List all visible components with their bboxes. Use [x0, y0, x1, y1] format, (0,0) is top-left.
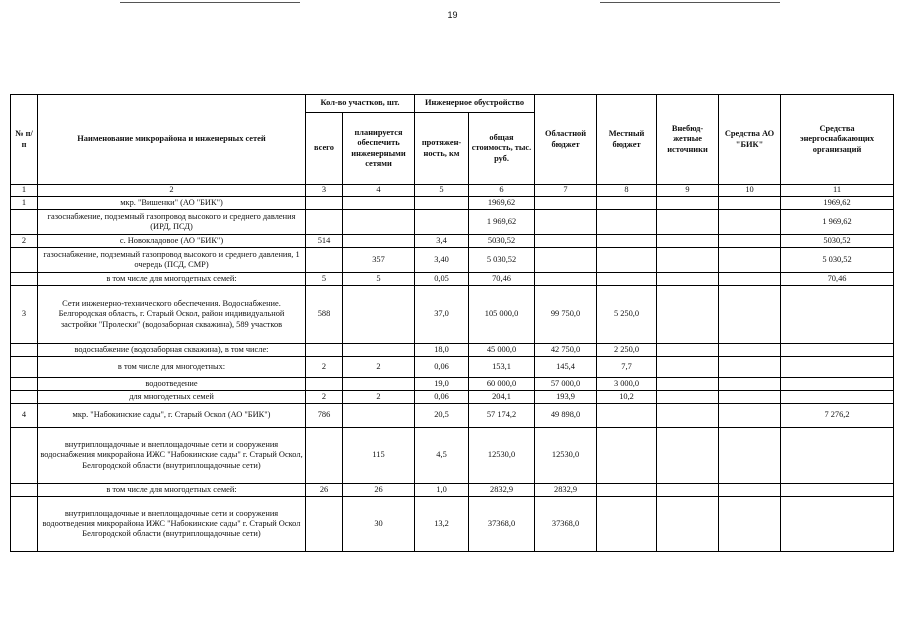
regional-budget — [535, 197, 597, 210]
plots-total — [306, 378, 343, 391]
column-number: 7 — [535, 185, 597, 197]
row-number — [11, 248, 38, 273]
table-row — [11, 357, 894, 378]
local-budget — [597, 210, 657, 235]
row-name: с. Новокладовое (АО "БИК") — [38, 235, 306, 248]
plots-planned: 357 — [343, 248, 415, 273]
energy-funds — [781, 286, 894, 344]
table-row — [11, 404, 894, 428]
header-col-local: Местный бюджет — [597, 95, 657, 185]
bik-funds — [719, 357, 781, 378]
column-number: 11 — [781, 185, 894, 197]
row-number: 1 — [11, 197, 38, 210]
energy-funds: 5 030,52 — [781, 248, 894, 273]
row-number — [11, 210, 38, 235]
network-length: 4,5 — [415, 428, 469, 484]
energy-funds — [781, 391, 894, 404]
regional-budget: 145,4 — [535, 357, 597, 378]
header-col-extra: Внебюд-жетные источники — [657, 95, 719, 185]
regional-budget: 37368,0 — [535, 497, 597, 552]
total-cost: 12530,0 — [469, 428, 535, 484]
column-number-row — [11, 185, 894, 197]
extra-budget — [657, 344, 719, 357]
total-cost: 37368,0 — [469, 497, 535, 552]
plots-total — [306, 344, 343, 357]
plots-total: 588 — [306, 286, 343, 344]
regional-budget — [535, 235, 597, 248]
network-length — [415, 197, 469, 210]
row-name: внутриплощадочные и внеплощадочные сети и сооружения водоснабжения микрорайона ИЖС "Набокинские сады" г. Старый Оскол, Белгородской области (внутриплощадочные сети) — [38, 428, 306, 484]
header-col-regional: Областной бюджет — [535, 95, 597, 185]
row-number — [11, 428, 38, 484]
total-cost: 5 030,52 — [469, 248, 535, 273]
table-row — [11, 484, 894, 497]
row-number — [11, 484, 38, 497]
plots-total: 786 — [306, 404, 343, 428]
row-name: водоотведение — [38, 378, 306, 391]
plots-total — [306, 248, 343, 273]
row-name: Сети инженерно-технического обеспечения. Водоснабжение. Белгородская область, г. Старый Оскол, район индивидуальной застройки "Пролески" (водозаборная скважина), 589 участков — [38, 286, 306, 344]
plots-total — [306, 197, 343, 210]
plots-total: 2 — [306, 391, 343, 404]
local-budget: 2 250,0 — [597, 344, 657, 357]
regional-budget: 99 750,0 — [535, 286, 597, 344]
row-name: внутриплощадочные и внеплощадочные сети и сооружения водоотведения микрорайона ИЖС "Набокинские сады" г. Старый Оскол Белгородской области (внутриплощадочные сети) — [38, 497, 306, 552]
total-cost: 204,1 — [469, 391, 535, 404]
table-body — [11, 185, 894, 552]
network-length: 0,06 — [415, 357, 469, 378]
column-number: 3 — [306, 185, 343, 197]
total-cost: 57 174,2 — [469, 404, 535, 428]
plots-total: 5 — [306, 273, 343, 286]
row-number — [11, 497, 38, 552]
row-name: для многодетных семей — [38, 391, 306, 404]
energy-funds — [781, 357, 894, 378]
row-number — [11, 357, 38, 378]
extra-budget — [657, 497, 719, 552]
column-number: 9 — [657, 185, 719, 197]
header-col-energy: Средства энергоснабжающих организаций — [781, 95, 894, 185]
plots-planned — [343, 197, 415, 210]
plots-planned — [343, 286, 415, 344]
row-number — [11, 391, 38, 404]
table-row — [11, 273, 894, 286]
plots-total: 514 — [306, 235, 343, 248]
network-length: 0,06 — [415, 391, 469, 404]
bik-funds — [719, 235, 781, 248]
total-cost: 2832,9 — [469, 484, 535, 497]
plots-planned — [343, 235, 415, 248]
bik-funds — [719, 197, 781, 210]
bik-funds — [719, 344, 781, 357]
extra-budget — [657, 235, 719, 248]
plots-total — [306, 497, 343, 552]
network-length: 19,0 — [415, 378, 469, 391]
plots-planned: 30 — [343, 497, 415, 552]
extra-budget — [657, 286, 719, 344]
header-col-total: всего — [306, 113, 343, 185]
bik-funds — [719, 273, 781, 286]
local-budget — [597, 497, 657, 552]
header-group-engineering: Инженерное обустройство — [415, 95, 535, 113]
table-row — [11, 197, 894, 210]
header-col-cost: общая стоимость, тыс. руб. — [469, 113, 535, 185]
local-budget: 7,7 — [597, 357, 657, 378]
row-number: 3 — [11, 286, 38, 344]
row-number: 4 — [11, 404, 38, 428]
table-row — [11, 235, 894, 248]
network-length: 0,05 — [415, 273, 469, 286]
energy-funds: 1969,62 — [781, 197, 894, 210]
header-col-length: протяжен-ность, км — [415, 113, 469, 185]
page-number: 19 — [447, 10, 458, 20]
extra-budget — [657, 197, 719, 210]
column-number: 4 — [343, 185, 415, 197]
column-number: 10 — [719, 185, 781, 197]
regional-budget: 193,9 — [535, 391, 597, 404]
energy-funds — [781, 428, 894, 484]
table-row — [11, 344, 894, 357]
header-group-plots: Кол-во участков, шт. — [306, 95, 415, 113]
bik-funds — [719, 404, 781, 428]
total-cost: 60 000,0 — [469, 378, 535, 391]
local-budget: 10,2 — [597, 391, 657, 404]
row-number — [11, 378, 38, 391]
row-number — [11, 344, 38, 357]
plots-planned — [343, 378, 415, 391]
local-budget — [597, 248, 657, 273]
total-cost: 45 000,0 — [469, 344, 535, 357]
table-row — [11, 378, 894, 391]
column-number: 1 — [11, 185, 38, 197]
extra-budget — [657, 248, 719, 273]
row-number: 2 — [11, 235, 38, 248]
energy-funds — [781, 378, 894, 391]
row-name: газоснабжение, подземный газопровод высокого и среднего давления (ИРД, ПСД) — [38, 210, 306, 235]
energy-funds: 70,46 — [781, 273, 894, 286]
plots-total — [306, 210, 343, 235]
budget-table — [10, 94, 894, 552]
plots-planned: 2 — [343, 357, 415, 378]
energy-funds: 7 276,2 — [781, 404, 894, 428]
extra-budget — [657, 273, 719, 286]
bik-funds — [719, 378, 781, 391]
extra-budget — [657, 404, 719, 428]
network-length: 20,5 — [415, 404, 469, 428]
total-cost: 5030,52 — [469, 235, 535, 248]
regional-budget — [535, 248, 597, 273]
table-header — [11, 95, 894, 185]
scan-edge-line — [600, 2, 780, 3]
network-length: 37,0 — [415, 286, 469, 344]
regional-budget — [535, 210, 597, 235]
plots-planned — [343, 210, 415, 235]
table-row — [11, 210, 894, 235]
extra-budget — [657, 391, 719, 404]
bik-funds — [719, 484, 781, 497]
extra-budget — [657, 378, 719, 391]
local-budget: 3 000,0 — [597, 378, 657, 391]
network-length: 3,4 — [415, 235, 469, 248]
total-cost: 1969,62 — [469, 197, 535, 210]
plots-planned: 115 — [343, 428, 415, 484]
energy-funds — [781, 344, 894, 357]
header-col-name: Наименование микрорайона и инженерных сетей — [38, 95, 306, 185]
row-name: водоснабжение (водозаборная скважина), в том числе: — [38, 344, 306, 357]
header-col-planned: планируется обеспечить инженерными сетями — [343, 113, 415, 185]
plots-planned: 26 — [343, 484, 415, 497]
plots-planned: 2 — [343, 391, 415, 404]
row-name: в том числе для многодетных: — [38, 357, 306, 378]
header-col-no: № п/п — [11, 95, 38, 185]
scan-edge-line — [120, 2, 300, 3]
plots-planned — [343, 404, 415, 428]
local-budget — [597, 235, 657, 248]
row-name: газоснабжение, подземный газопровод высокого и среднего давления, 1 очередь (ПСД, СМР) — [38, 248, 306, 273]
row-name: в том числе для многодетных семей: — [38, 273, 306, 286]
regional-budget — [535, 273, 597, 286]
row-number — [11, 273, 38, 286]
bik-funds — [719, 391, 781, 404]
row-name: мкр. "Набокинские сады", г. Старый Оскол (АО "БИК") — [38, 404, 306, 428]
regional-budget: 57 000,0 — [535, 378, 597, 391]
plots-total — [306, 428, 343, 484]
total-cost: 70,46 — [469, 273, 535, 286]
column-number: 2 — [38, 185, 306, 197]
network-length: 1,0 — [415, 484, 469, 497]
energy-funds — [781, 484, 894, 497]
column-number: 5 — [415, 185, 469, 197]
plots-total: 26 — [306, 484, 343, 497]
bik-funds — [719, 428, 781, 484]
energy-funds: 1 969,62 — [781, 210, 894, 235]
extra-budget — [657, 210, 719, 235]
header-col-bik: Средства АО "БИК" — [719, 95, 781, 185]
total-cost: 105 000,0 — [469, 286, 535, 344]
bik-funds — [719, 497, 781, 552]
regional-budget: 42 750,0 — [535, 344, 597, 357]
column-number: 6 — [469, 185, 535, 197]
extra-budget — [657, 484, 719, 497]
table-row — [11, 428, 894, 484]
plots-planned: 5 — [343, 273, 415, 286]
network-length: 18,0 — [415, 344, 469, 357]
local-budget — [597, 484, 657, 497]
energy-funds: 5030,52 — [781, 235, 894, 248]
local-budget — [597, 404, 657, 428]
bik-funds — [719, 248, 781, 273]
network-length — [415, 210, 469, 235]
local-budget — [597, 428, 657, 484]
total-cost: 153,1 — [469, 357, 535, 378]
network-length: 13,2 — [415, 497, 469, 552]
extra-budget — [657, 428, 719, 484]
table-row — [11, 497, 894, 552]
bik-funds — [719, 286, 781, 344]
row-name: мкр. "Вишенки" (АО "БИК") — [38, 197, 306, 210]
bik-funds — [719, 210, 781, 235]
network-length: 3,40 — [415, 248, 469, 273]
table-row — [11, 248, 894, 273]
local-budget — [597, 197, 657, 210]
plots-total: 2 — [306, 357, 343, 378]
table-row — [11, 286, 894, 344]
plots-planned — [343, 344, 415, 357]
extra-budget — [657, 357, 719, 378]
total-cost: 1 969,62 — [469, 210, 535, 235]
table-row — [11, 391, 894, 404]
row-name: в том числе для многодетных семей: — [38, 484, 306, 497]
energy-funds — [781, 497, 894, 552]
column-number: 8 — [597, 185, 657, 197]
local-budget: 5 250,0 — [597, 286, 657, 344]
regional-budget: 2832,9 — [535, 484, 597, 497]
regional-budget: 49 898,0 — [535, 404, 597, 428]
local-budget — [597, 273, 657, 286]
regional-budget: 12530,0 — [535, 428, 597, 484]
